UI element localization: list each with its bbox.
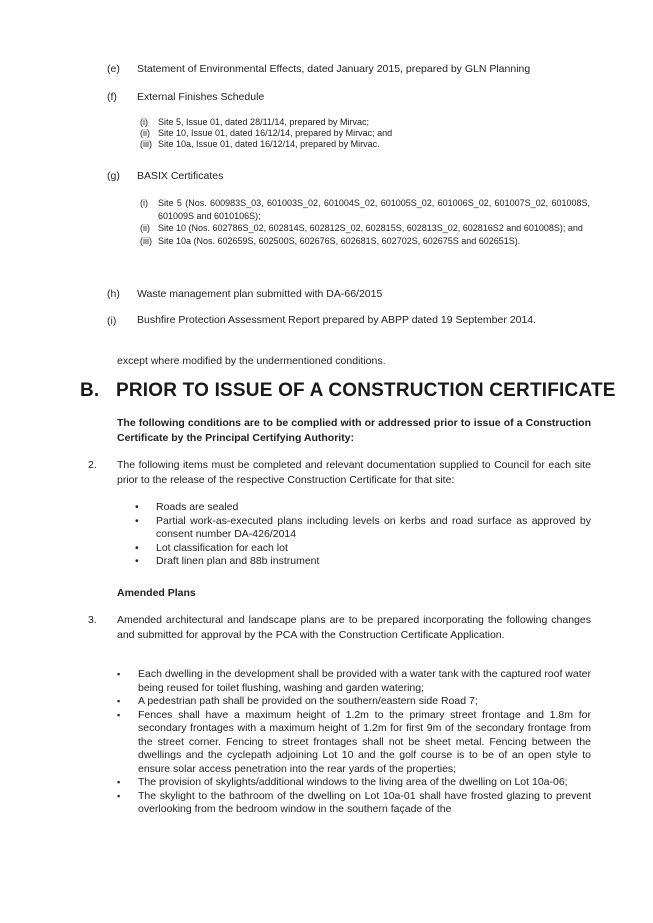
basix-item: (ii) Site 10 (Nos. 602786S_02, 602814S, 602812S_02, 602815S, 602813S_02, 602816S2 and 601008S); and <box>140 223 583 233</box>
list-item: • Roads are sealed <box>135 501 591 515</box>
condition-text-3: Amended architectural and landscape plans are to be prepared incorporating the following changes and submitted for approval by the PCA with the Construction Certificate Application. <box>117 614 591 641</box>
item-text-e: Statement of Environmental Effects, dated January 2015, prepared by GLN Planning <box>137 63 531 75</box>
list-item: ▪ The skylight to the bathroom of the dwelling on Lot 10a-01 shall have frosted glazing to prevent overlooking from the bedroom window in the southern façade of the <box>117 790 591 817</box>
condition-3-list <box>117 668 591 817</box>
list-item: • Partial work-as-executed plans including levels on kerbs and road surface as approved by consent number DA-426/2014 <box>135 515 591 542</box>
item-label-h: (h) <box>107 288 120 300</box>
list-item: ▪ A pedestrian path shall be provided on the southern/eastern side Road 7; <box>117 695 591 709</box>
basix-item: (i) Site 5 (Nos. 600983S_03, 601003S_02, 601004S_02, 601005S_02, 601006S_02, 601007S_02, 601008S, 601009S and 6010106S); <box>140 198 590 221</box>
except-text: except where modified by the undermentioned conditions. <box>117 355 386 367</box>
item-label-f: (f) <box>107 91 117 103</box>
item-label-i: (i) <box>107 315 117 327</box>
section-intro: The following conditions are to be complied with or addressed prior to issue of a Construction Certificate by the Principal Certifying Authority: <box>117 417 591 444</box>
section-title: PRIOR TO ISSUE OF A CONSTRUCTION CERTIFICATE <box>116 380 616 401</box>
finishes-item: (iii) Site 10a, Issue 01, dated 16/12/14, prepared by Mirvac. <box>140 139 380 149</box>
list-item: • Lot classification for each lot <box>135 542 591 556</box>
item-text-h: Waste management plan submitted with DA-66/2015 <box>137 288 383 300</box>
finishes-item: (i) Site 5, Issue 01, dated 28/11/14, prepared by Mirvac; <box>140 117 369 127</box>
item-label-e: (e) <box>107 63 120 75</box>
amended-plans-heading: Amended Plans <box>117 587 196 599</box>
list-item: • Draft linen plan and 88b instrument <box>135 555 591 569</box>
list-item: ▪ Fences shall have a maximum height of 1.2m to the primary street frontage and 1.8m for secondary frontages with a maximum height of 1.2m for first 9m of the secondary frontage from the street corner. Fencing to street frontages shall not be sheet metal. Fencing between the dwellings and the cyclepath adjoining Lot 10 and the golf course is to be of an open style to ensure solar access penetration into the rear yards of the properties; <box>117 709 591 777</box>
list-item: ▪ Each dwelling in the development shall be provided with a water tank with the captured roof water being reused for toilet flushing, washing and garden watering; <box>117 668 591 695</box>
condition-number-3: 3. <box>88 614 97 626</box>
section-letter: B. <box>80 380 100 401</box>
section-heading <box>80 380 616 402</box>
item-text-g: BASIX Certificates <box>137 170 224 182</box>
finishes-item: (ii) Site 10, Issue 01, dated 16/12/14, prepared by Mirvac; and <box>140 128 393 138</box>
item-text-i: Bushfire Protection Assessment Report prepared by ABPP dated 19 September 2014. <box>137 314 537 326</box>
finishes-list <box>140 117 440 150</box>
item-text-f: External Finishes Schedule <box>137 91 265 103</box>
item-label-g: (g) <box>107 170 120 182</box>
basix-item: (iii) Site 10a (Nos. 602659S, 602500S, 602676S, 602681S, 602702S, 602675S and 602651S). <box>140 235 521 246</box>
condition-number-2: 2. <box>88 459 97 471</box>
condition-2-list <box>135 501 591 569</box>
basix-list <box>140 197 590 247</box>
condition-text-2: The following items must be completed and relevant documentation supplied to Council for each site prior to the release of the respective Construction Certificate for that site: <box>117 459 591 486</box>
list-item: ▪ The provision of skylights/additional windows to the living area of the dwelling on Lot 10a-06; <box>117 776 591 790</box>
